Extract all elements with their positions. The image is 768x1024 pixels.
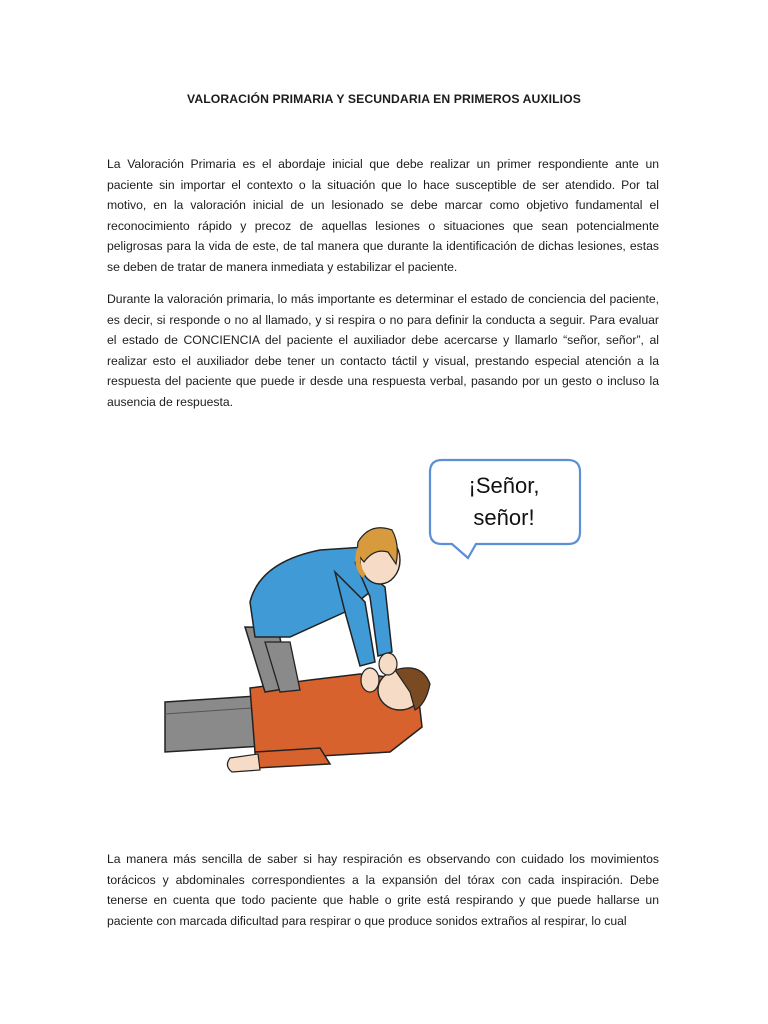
speech-bubble-text [430,470,578,534]
rescuer-figure [245,528,400,692]
document-title: VALORACIÓN PRIMARIA Y SECUNDARIA EN PRIMEROS AUXILIOS [187,92,581,106]
speech-line-2: señor! [473,505,535,530]
paragraph-estado-conciencia: Durante la valoración primaria, lo más importante es determinar el estado de conciencia del paciente, es decir, si responde o no al llamado, y si respira o no para definir la conducta a seguir. Para evaluar el estado de CONCIENCIA del paciente el auxiliador debe acercarse y llamarlo “señor, señor”, al realizar esto el auxiliador debe tener un contacto táctil y visual, prestando especial atención a la respuesta del paciente que puede ir desde una respuesta verbal, pasando por un gesto o incluso la ausencia de respuesta. [107,292,659,409]
paragraph-valoracion-primaria: La Valoración Primaria es el abordaje inicial que debe realizar un primer respondiente ante un paciente sin importar el contexto o la situación que lo hace susceptible de ser atendido. Por tal motivo, en la valoración inicial de un lesionado se debe marcar como objetivo fundamental el reconocimiento rápido y precoz de aquellas lesiones o situaciones que sean potencialmente peligrosas para la vida de este, de tal manera que durante la identificación de dichas lesiones, estas se deben de tratar de manera inmediata y estabilizar el paciente. [107,157,659,274]
speech-line-1: ¡Señor, [468,473,540,498]
paragraph-respiracion: La manera más sencilla de saber si hay respiración es observando con cuidado los movimientos torácicos y abdominales correspondientes a la expansión del tórax con cada inspiración. Debe tenerse en cuenta que todo paciente que hable o grite está respirando y que puede hallarse un paciente con marcada dificultad para respirar o que produce sonidos extraños al respirar, lo cual [107,852,659,928]
